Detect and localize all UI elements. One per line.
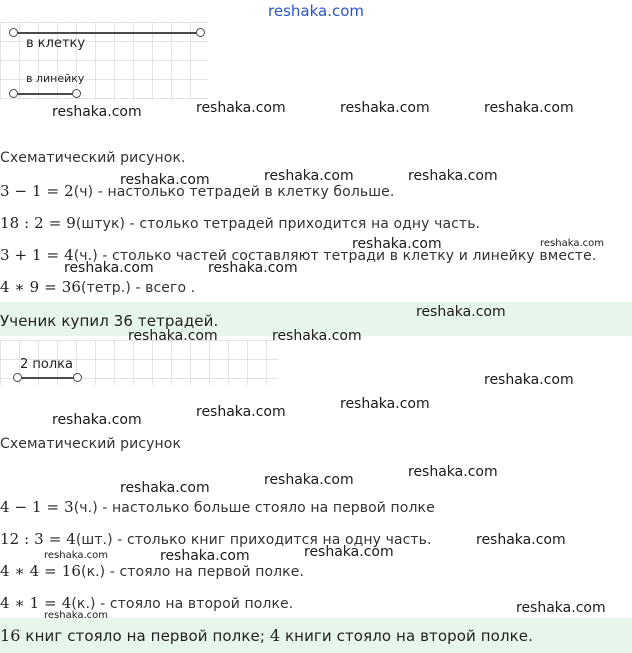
segment-second-shelf <box>18 377 78 379</box>
solution-line: 3 + 1 = 4(ч.) - столько частей составляют тетради в клетку и линейку вместе. <box>0 246 597 264</box>
watermark: reshaka.com <box>352 236 442 252</box>
watermark: reshaka.com <box>340 100 430 116</box>
segment-endpoint <box>9 28 18 37</box>
watermark: reshaka.com <box>540 238 604 249</box>
watermark: reshaka.com <box>304 544 394 560</box>
solution-line: 12 : 3 = 4(шт.) - столько книг приходится на одну часть. <box>0 530 432 548</box>
watermark: reshaka.com <box>272 328 362 344</box>
watermark: reshaka.com <box>52 412 142 428</box>
diagram-notebooks <box>0 22 208 100</box>
watermark: reshaka.com <box>408 168 498 184</box>
watermark: reshaka.com <box>264 472 354 488</box>
watermark: reshaka.com <box>120 172 210 188</box>
scheme-caption: Схематический рисунок. <box>0 150 186 166</box>
answer-text: 16 книг стояло на первой полке; 4 книги стояло на второй полке. <box>0 626 534 645</box>
watermark: reshaka.com <box>476 532 566 548</box>
watermark: reshaka.com <box>264 168 354 184</box>
watermark: reshaka.com <box>340 396 430 412</box>
watermark: reshaka.com <box>160 548 250 564</box>
label-second-shelf: 2 полка <box>20 357 73 372</box>
diagram-shelves <box>0 340 278 385</box>
segment-endpoint <box>72 89 81 98</box>
watermark: reshaka.com <box>516 600 606 616</box>
segment-lined-notebooks <box>13 93 77 95</box>
segment-grid-notebooks <box>13 32 201 34</box>
watermark: reshaka.com <box>416 304 506 320</box>
solution-line: 4 − 1 = 3(ч.) - настолько больше стояло на первой полке <box>0 498 435 516</box>
answer-text: Ученик купил 36 тетрадей. <box>0 312 219 330</box>
segment-endpoint <box>196 28 205 37</box>
segment-endpoint <box>13 373 22 382</box>
watermark: reshaka.com <box>484 100 574 116</box>
watermark: reshaka.com <box>44 550 108 561</box>
watermark: reshaka.com <box>208 260 298 276</box>
solution-line: 18 : 2 = 9(штук) - столько тетрадей приходится на одну часть. <box>0 214 481 232</box>
segment-endpoint <box>9 89 18 98</box>
watermark: reshaka.com <box>128 328 218 344</box>
solution-line: 4 ∗ 9 = 36(тетр.) - всего . <box>0 278 196 296</box>
scheme-caption: Схематический рисунок <box>0 436 181 452</box>
label-grid-notebooks: в клетку <box>26 36 86 51</box>
watermark: reshaka.com <box>196 100 286 116</box>
watermark: reshaka.com <box>484 372 574 388</box>
watermark: reshaka.com <box>196 404 286 420</box>
solution-line: 3 − 1 = 2(ч) - настолько тетрадей в клетку больше. <box>0 182 395 200</box>
watermark: reshaka.com <box>52 104 142 120</box>
solution-line: 4 ∗ 4 = 16(к.) - стояло на первой полке. <box>0 562 304 580</box>
watermark: reshaka.com <box>64 260 154 276</box>
segment-endpoint <box>73 373 82 382</box>
watermark: reshaka.com <box>120 480 210 496</box>
solution-line: 4 ∗ 1 = 4(к.) - стояло на второй полке. <box>0 594 294 612</box>
watermark: reshaka.com <box>44 610 108 621</box>
label-lined-notebooks: в линейку <box>26 72 85 85</box>
site-header-link[interactable]: reshaka.com <box>268 2 364 20</box>
watermark: reshaka.com <box>408 464 498 480</box>
